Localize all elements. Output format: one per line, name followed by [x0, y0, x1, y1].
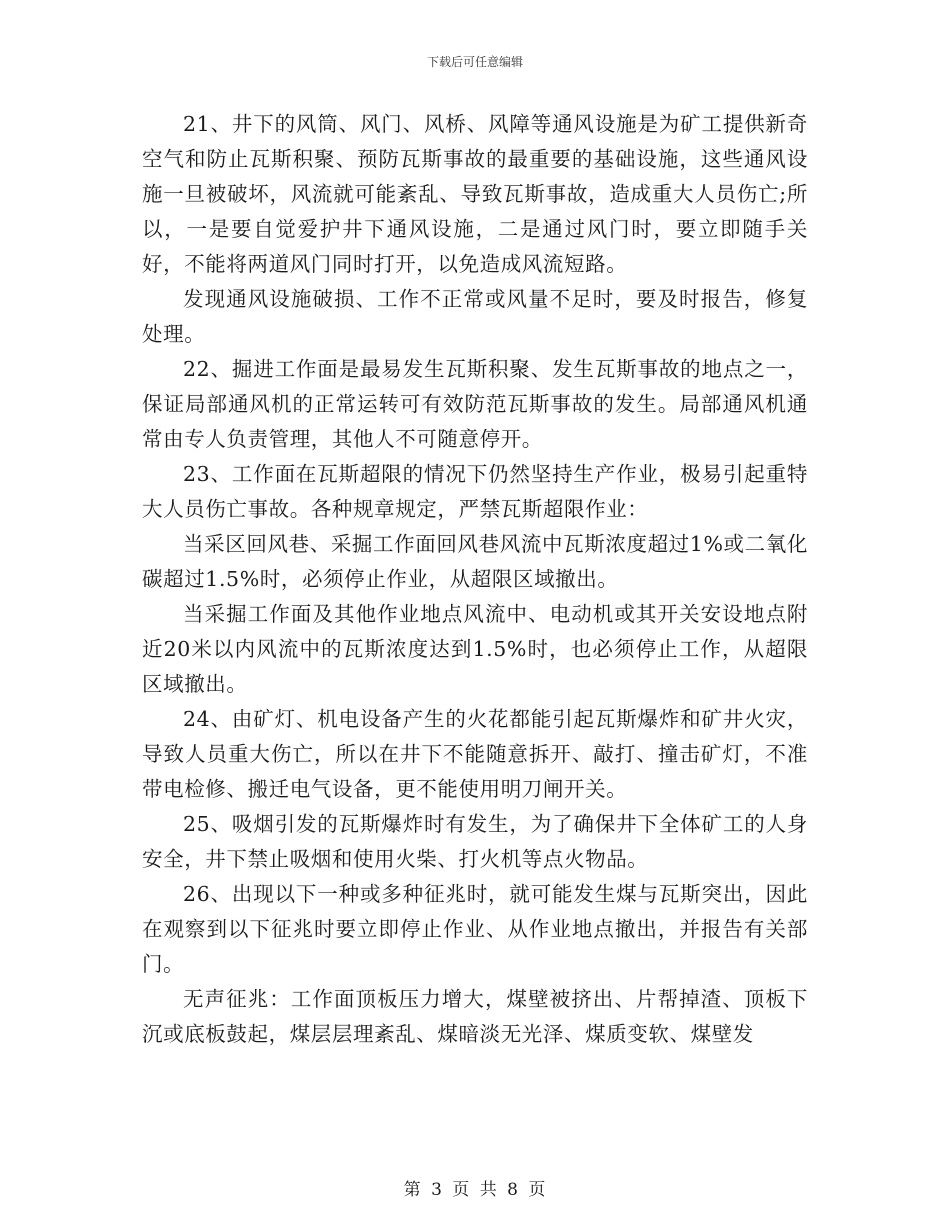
paragraph-23: 23、工作面在瓦斯超限的情况下仍然坚持生产作业，极易引起重特大人员伤亡事故。各种规章规定，严禁瓦斯超限作业： — [142, 462, 808, 521]
paragraph-21: 21、井下的风筒、风门、风桥、风障等通风设施是为矿工提供新奇空气和防止瓦斯积聚、预防瓦斯事故的最重要的基础设施，这些通风设施一旦被破坏，风流就可能紊乱、导致瓦斯事故，造成重大人员伤亡;所以，一是要自觉爱护井下通风设施，二是通过风门时，要立即随手关好，不能将两道风门同时打开，以免造成风流短路。 — [142, 112, 808, 276]
paragraph-return-airway-limit: 当采区回风巷、采掘工作面回风巷风流中瓦斯浓度超过1%或二氧化碳超过1.5%时，必须停止作业，从超限区域撤出。 — [142, 532, 808, 591]
paragraph-25: 25、吸烟引发的瓦斯爆炸时有发生，为了确保井下全体矿工的人身安全，井下禁止吸烟和使用火柴、打火机等点火物品。 — [142, 812, 808, 871]
paragraph-working-face-limit: 当采掘工作面及其他作业地点风流中、电动机或其开关安设地点附近20米以内风流中的瓦斯浓度达到1.5%时，也必须停止工作，从超限区域撤出。 — [142, 602, 808, 696]
paragraph-22: 22、掘进工作面是最易发生瓦斯积聚、发生瓦斯事故的地点之一，保证局部通风机的正常运转可有效防范瓦斯事故的发生。局部通风机通常由专人负责管理，其他人不可随意停开。 — [142, 357, 808, 451]
page-number-footer: 第 3 页 共 8 页 — [403, 1180, 547, 1200]
paragraph-ventilation-report: 发现通风设施破损、工作不正常或风量不足时，要及时报告，修复处理。 — [142, 287, 808, 346]
document-body — [142, 107, 808, 1052]
page-header: 下载后可任意编辑 — [426, 55, 523, 69]
paragraph-silent-signs: 无声征兆：工作面顶板压力增大，煤壁被挤出、片帮掉渣、顶板下沉或底板鼓起，煤层层理紊乱、煤暗淡无光泽、煤质变软、煤壁发 — [142, 987, 808, 1046]
paragraph-24: 24、由矿灯、机电设备产生的火花都能引起瓦斯爆炸和矿井火灾，导致人员重大伤亡，所以在井下不能随意拆开、敲打、撞击矿灯，不准带电检修、搬迁电气设备，更不能使用明刀闸开关。 — [142, 707, 808, 801]
paragraph-26: 26、出现以下一种或多种征兆时，就可能发生煤与瓦斯突出，因此在观察到以下征兆时要立即停止作业、从作业地点撤出，并报告有关部门。 — [142, 882, 808, 976]
